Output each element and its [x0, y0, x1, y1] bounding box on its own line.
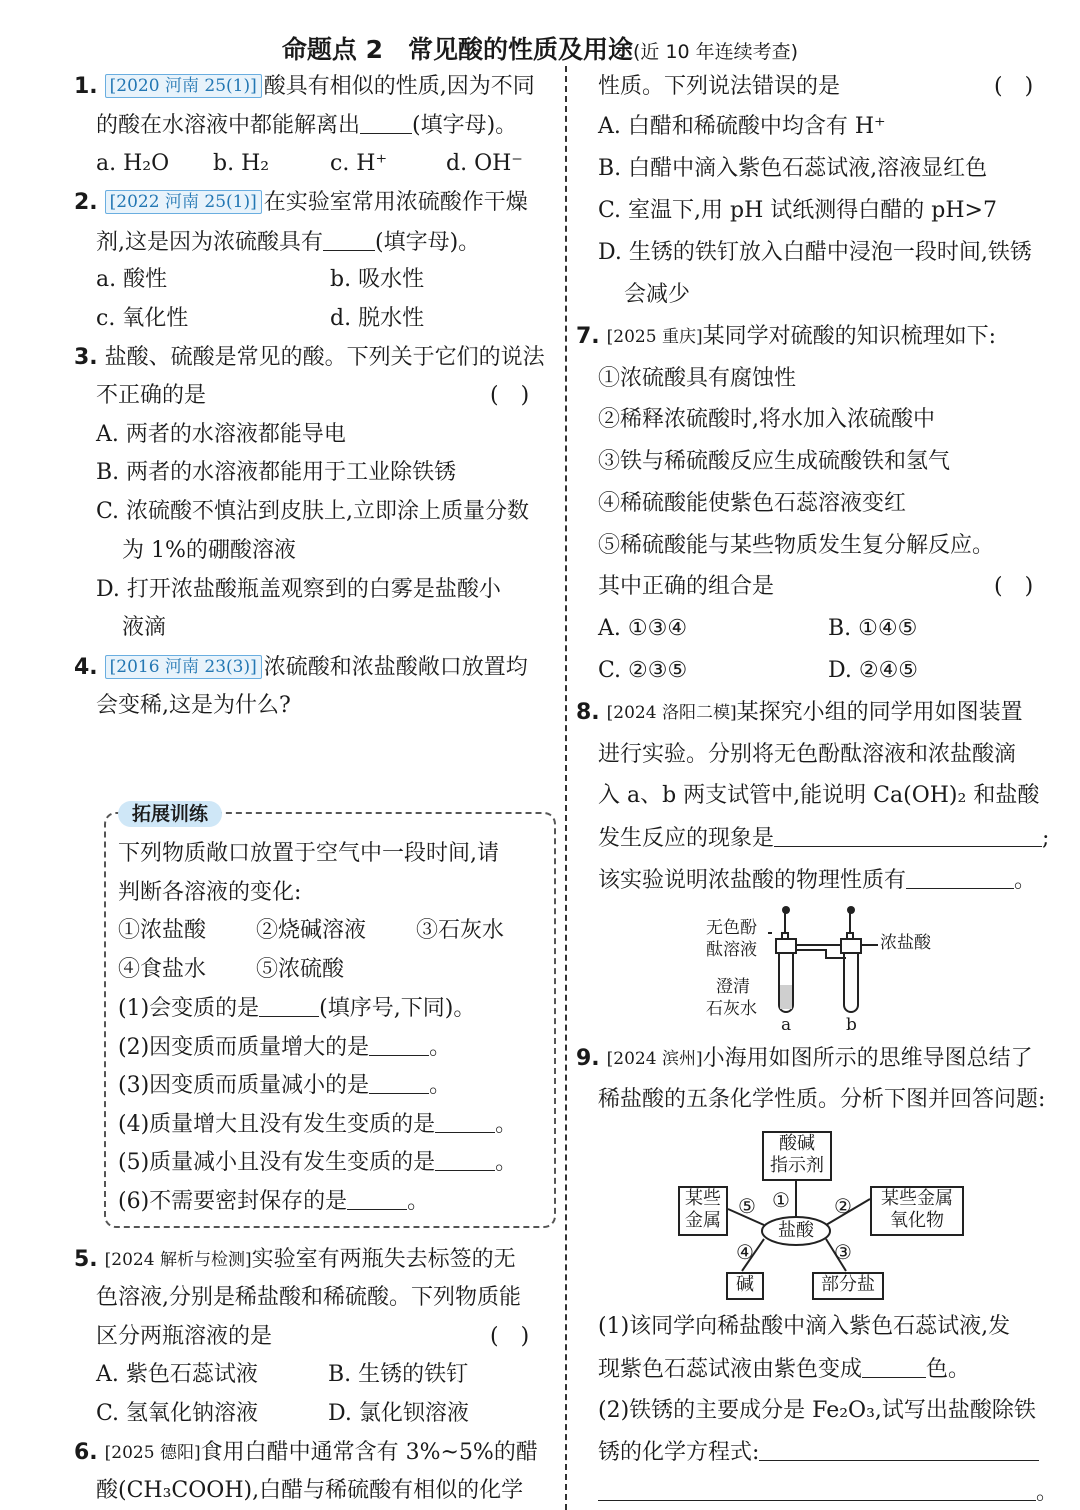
q9-sub-1-line-1: (1)该同学向稀盐酸中滴入紫色石蕊试液,发: [598, 1314, 1011, 1339]
extension-label: 拓展训练: [118, 801, 222, 827]
q2-option-a: a. 酸性: [96, 267, 168, 292]
q6-option-a: A. 白醋和稀硫酸中均含有 H⁺: [598, 114, 886, 139]
question-4-line-2: 会变稀,这是为什么?: [96, 693, 291, 718]
answer-paren: ( ): [490, 383, 530, 408]
limewater-liquid: [780, 985, 792, 1009]
extension-line-2: 判断各溶液的变化:: [118, 880, 302, 905]
extension-sub-5: (5)质量减小且没有发生变质的是 。: [118, 1150, 518, 1175]
question-4-line-1: 4. [2016 河南 23(3)] 浓硫酸和浓盐酸敞口放置均: [74, 655, 528, 680]
bulb-right: [847, 906, 855, 914]
answer-blank: [369, 1033, 429, 1056]
answer-paren: ( ): [490, 1324, 530, 1349]
q7-ask: 其中正确的组合是: [598, 574, 775, 599]
q2-option-d: d. 脱水性: [330, 306, 425, 331]
q3-option-b: B. 两者的水溶液都能用于工业除铁锈: [96, 460, 457, 485]
q1-option-b: b. H₂: [213, 151, 270, 176]
answer-paren: ( ): [994, 574, 1034, 599]
dropper-right: [846, 913, 854, 941]
answer-blank: [369, 1071, 429, 1094]
q2-option-c: c. 氧化性: [96, 306, 189, 331]
node-indicator: 酸碱 指示剂: [762, 1131, 832, 1181]
test-tube-b: [844, 953, 858, 1012]
column-divider: [565, 66, 567, 1510]
answer-blank: [862, 1355, 926, 1378]
q7-item-1: ①浓硫酸具有腐蚀性: [598, 366, 797, 391]
answer-blank: [906, 866, 1014, 889]
question-8-line-2: 进行实验。分别将无色酚酞溶液和浓盐酸滴: [598, 742, 1017, 767]
q9-sub-2-line-3: 。: [598, 1478, 1058, 1507]
question-3-line-2: 不正确的是: [96, 383, 207, 408]
extension-sub-1: (1)会变质的是 (填序号,下同)。: [118, 996, 476, 1021]
answer-blank: [759, 1438, 1039, 1461]
mark-4: ④: [736, 1240, 754, 1264]
answer-blank: [435, 1148, 495, 1171]
q7-option-a: A. ①③④: [598, 616, 688, 641]
q1-option-c: c. H⁺: [330, 151, 388, 176]
q5-option-a: A. 紫色石蕊试液: [96, 1362, 258, 1387]
q7-item-4: ④稀硫酸能使紫色石蕊溶液变红: [598, 491, 907, 516]
mark-1: ①: [772, 1188, 790, 1212]
q5-option-b: B. 生锈的铁钉: [328, 1362, 469, 1387]
extension-item-3: ③石灰水: [416, 918, 505, 943]
question-1-line-2: 的酸在水溶液中都能解离出 (填字母)。: [96, 113, 518, 138]
answer-blank: [259, 994, 319, 1017]
node-metal-oxides: 某些金属 氧化物: [870, 1186, 964, 1236]
question-8-line-5: 该实验说明浓盐酸的物理性质有 。: [598, 868, 1037, 893]
extension-item-5: ⑤浓硫酸: [256, 957, 345, 982]
q9-sub-1-line-2: 现紫色石蕊试液由紫色变成 色。: [598, 1357, 971, 1382]
node-metals: 某些 金属: [678, 1186, 728, 1236]
question-6-line-2: 酸(CH₃COOH),白醋与稀硫酸有相似的化学: [96, 1478, 524, 1503]
q9-sub-2-line-1: (2)铁锈的主要成分是 Fe₂O₃,试写出盐酸除铁: [598, 1398, 1036, 1423]
question-5-line-1: 5. [2024 解析与检测]实验室有两瓶失去标签的无: [74, 1247, 516, 1272]
question-8-line-3: 入 a、b 两支试管中,能说明 Ca(OH)₂ 和盐酸: [598, 783, 1040, 808]
q2-option-b: b. 吸水性: [330, 267, 425, 292]
q6-option-b: B. 白醋中滴入紫色石蕊试液,溶液显红色: [598, 156, 988, 181]
extension-item-2: ②烧碱溶液: [256, 918, 367, 943]
answer-blank: [347, 1187, 407, 1210]
node-salts: 部分盐: [812, 1272, 884, 1300]
question-9-line-2: 稀盐酸的五条化学性质。分析下图并回答问题:: [598, 1087, 1046, 1112]
q3-option-d-line-2: 液滴: [122, 615, 167, 640]
label-phenolphthalein-2: 酞溶液: [706, 940, 757, 960]
q6-option-c: C. 室温下,用 pH 试纸测得白醋的 pH>7: [598, 198, 997, 223]
node-base: 碱: [726, 1272, 764, 1300]
q9-sub-2-line-2: 锈的化学方程式:: [598, 1438, 1039, 1467]
extension-line-1: 下列物质敞口放置于空气中一段时间,请: [118, 841, 499, 866]
question-8-line-1: 8. [2024 洛阳二模]某探究小组的同学用如图装置: [576, 700, 1023, 725]
node-center-label: 盐酸: [778, 1220, 814, 1241]
question-6-line-1: 6. [2025 德阳]食用白醋中通常含有 3%~5%的醋: [74, 1440, 538, 1465]
extension-sub-6: (6)不需要密封保存的是 。: [118, 1189, 430, 1214]
answer-blank: [360, 111, 412, 134]
mark-5: ⑤: [738, 1194, 756, 1218]
source-tag: [2025 德阳]: [104, 1443, 201, 1463]
q1-option-d: d. OH⁻: [446, 151, 523, 176]
answer-blank: [598, 1478, 1036, 1501]
mark-3: ③: [834, 1240, 852, 1264]
q1-option-a: a. H₂O: [96, 151, 170, 176]
mark-2: ②: [834, 1194, 852, 1218]
q3-option-c-line-1: C. 浓硫酸不慎沾到皮肤上,立即涂上质量分数: [96, 499, 530, 524]
q6-option-d-line-1: D. 生锈的铁钉放入白醋中浸泡一段时间,铁锈: [598, 240, 1032, 265]
label-limewater-2: 石灰水: [706, 999, 757, 1019]
question-8-line-4: 发生反应的现象是 ;: [598, 826, 1050, 851]
source-tag: [2024 滨州]: [606, 1049, 703, 1069]
answer-paren: ( ): [994, 74, 1034, 99]
q3-option-d-line-1: D. 打开浓盐酸瓶盖观察到的白雾是盐酸小: [96, 577, 501, 602]
answer-blank: [323, 228, 375, 251]
bulb-left: [782, 906, 790, 914]
question-6-line-3: 性质。下列说法错误的是: [598, 74, 841, 99]
label-tube-b: b: [846, 1015, 857, 1035]
label-limewater-1: 澄清: [716, 977, 750, 997]
q7-item-5: ⑤稀硫酸能与某些物质发生复分解反应。: [598, 533, 995, 558]
page-title: 命题点 2 常见酸的性质及用途(近 10 年连续考查): [281, 35, 799, 64]
question-9-line-1: 9. [2024 滨州]小海用如图所示的思维导图总结了: [576, 1046, 1033, 1071]
answer-blank: [774, 824, 1042, 847]
label-phenolphthalein-1: 无色酚: [706, 918, 757, 938]
question-2-line-2: 剂,这是因为浓硫酸具有 (填字母)。: [96, 230, 481, 255]
q5-option-d: D. 氯化钡溶液: [328, 1401, 469, 1426]
q3-option-c-line-2: 为 1%的硼酸溶液: [122, 538, 296, 563]
source-tag: [2024 解析与检测]: [104, 1250, 252, 1270]
extension-sub-3: (3)因变质而质量减小的是 。: [118, 1073, 452, 1098]
extension-sub-4: (4)质量增大且没有发生变质的是 。: [118, 1112, 518, 1137]
q7-item-2: ②稀释浓硫酸时,将水加入浓硫酸中: [598, 407, 935, 432]
q5-option-c: C. 氢氧化钠溶液: [96, 1401, 259, 1426]
source-tag: [2025 重庆]: [606, 327, 703, 347]
extension-item-1: ①浓盐酸: [118, 918, 207, 943]
question-1-line-1: 1. [2020 河南 25(1)] 酸具有相似的性质,因为不同: [74, 74, 535, 99]
question-7-line-1: 7. [2025 重庆]某同学对硫酸的知识梳理如下:: [576, 324, 997, 349]
question-5-line-2: 色溶液,分别是稀盐酸和稀硫酸。下列物质能: [96, 1285, 521, 1310]
connecting-tube: [796, 945, 846, 958]
label-hcl: 浓盐酸: [880, 933, 931, 953]
stopper-left: [776, 939, 796, 953]
answer-blank: [435, 1110, 495, 1133]
q7-option-b: B. ①④⑤: [828, 616, 918, 641]
source-tag: [2024 洛阳二模]: [606, 703, 737, 723]
q7-option-c: C. ②③⑤: [598, 658, 688, 683]
extension-sub-2: (2)因变质而质量增大的是 。: [118, 1035, 452, 1060]
q7-option-d: D. ②④⑤: [828, 658, 919, 683]
source-tag: [2020 河南 25(1)]: [105, 74, 262, 98]
extension-item-4: ④食盐水: [118, 957, 207, 982]
q3-option-a: A. 两者的水溶液都能导电: [96, 422, 346, 447]
label-tube-a: a: [781, 1015, 792, 1035]
question-3-line-1: 3. 盐酸、硫酸是常见的酸。下列关于它们的说法: [74, 345, 545, 370]
question-2-line-1: 2. [2022 河南 25(1)] 在实验室常用浓硫酸作干燥: [74, 190, 528, 215]
q7-item-3: ③铁与稀硫酸反应生成硫酸铁和氢气: [598, 449, 951, 474]
source-tag: [2022 河南 25(1)]: [105, 190, 262, 214]
source-tag: [2016 河南 23(3)]: [105, 655, 262, 679]
q6-option-d-line-2: 会减少: [624, 282, 691, 307]
dropper-left: [781, 913, 789, 941]
stopper-right: [841, 939, 861, 953]
question-5-line-3: 区分两瓶溶液的是: [96, 1324, 273, 1349]
